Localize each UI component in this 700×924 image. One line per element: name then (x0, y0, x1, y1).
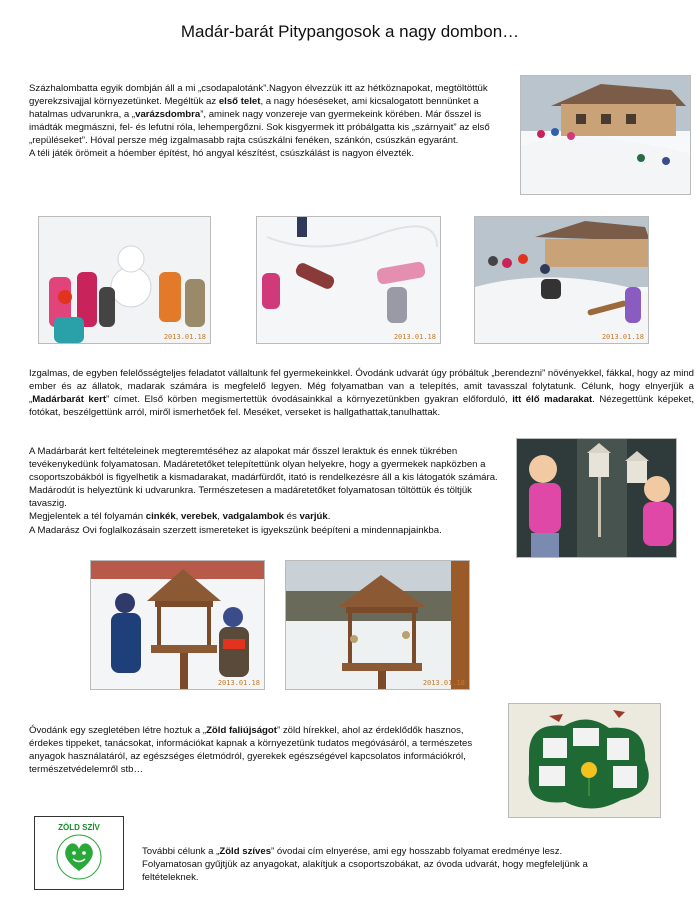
bird-garden-text: Izgalmas, de egyben felelősségteljes feladatot vállaltunk fel gyermekeinkkel. Óvodánk udvarát úgy próbáltuk „berendezni” növényekkel, fákkal, hogy az mind ember és az állatok, madarak számára is megfelelő legyen. Még folyamatban van a telepítés, amit tavasszal folytatunk. Célunk, hogy elnyerjük a „Madárbarát kert” címet. Első körben megismertettük óvodásainkkal a környezetünkben gyakran előforduló, itt élő madarakat. Nézegettünk képeket, fotókat, beszélgettünk arról, miről ismerhetőek fel. Meséket, verseket is hallgathattak,tanulhattak. (29, 368, 695, 419)
kindergarten-hill-photo (520, 75, 691, 195)
goal-text: További célunk a „Zöld szíves” óvodai cím elnyerése, ami egy hosszabb folyamat eredménye lesz. Folyamatosan gyűjtjük az anyagokat, alakítjuk a csoportszobákat, az óvoda udvarát, hogy megfeleljünk a feltételeknek. (142, 846, 588, 884)
girls-birdhouse-photo (516, 438, 677, 558)
snowman-photo: 2013.01.18 (38, 216, 211, 344)
sledding-photo: 2013.01.18 (474, 216, 649, 344)
intro-text: Százhalombatta egyik dombján áll a mi „csodapalotánk”.Nagyon élvezzük itt az hétköznapokat, megtöltöttük gyerekzsivajjal környezetünket. Megéltük az első telet, a nagy hóeséseket, ami kicsalogatott bennünket a hatalmas udvarunkra, a „varázsdombra”, aminek nagy vonzereje van gyermekeink körében. Már ősszel is imádták megmászni, fel- és lefutni róla, lehempergőzni. Sok kisgyermek itt próbálgatta kis „szárnyait” az első „repüléseket”. Hóval persze még izgalmasabb rajta csúszkálni fenéken, szánkón, csúszkán egyaránt. A téli játék örömeit a hóember építést, hó angyal készítést, csúszkálást is nagyon élvezték. (29, 83, 490, 160)
page-title: Madár-barát Pitypangosok a nagy dombon… (180, 22, 520, 41)
green-board-photo (508, 703, 661, 818)
snow-angels-photo: 2013.01.18 (256, 216, 441, 344)
kids-at-feeder-photo: 2013.01.18 (90, 560, 265, 690)
bird-feeder-photo: 2013.01.18 (285, 560, 470, 690)
green-heart-logo: ZÖLD SZÍV (34, 816, 124, 890)
green-board-text: Óvodánk egy szegletében létre hoztuk a „Zöld faliújságot” zöld hírekkel, ahol az érdeklődők hasznos, érdekes tippeket, tanácsokat, információkat kapnak a környezetünk tudatos megóvásáról, a természetes anyagok használatáról, az egészséges életmódról, gyerekek egészségével kapcsolatos információkról, természetvédelemről stb… (29, 725, 473, 776)
bird-feeder-text: A Madárbarát kert feltételeinek megteremtéséhez az alapokat már ősszel leraktuk és ennek tükrében tevékenykedünk folyamatosan. Madáretetőket telepítettünk olyan helyekre, hogy a gyermekek napközben a csoportszobákból is figyelhetik a kismadarakat, madárfürdőt, itató is rendelkezésre áll a kis látogatók számára. Madárodút is helyeztünk ki udvarunkra. Természetesen a madáretetőket folyamatosan töltöttük és töltjük tavaszig. Megjelentek a tél folyamán cinkék, verebek, vadgalambok és varjúk. A Madarász Ovi foglalkozásain szerzett ismereteket is igyekszünk beépíteni a mindennapjainkba. (29, 446, 498, 536)
heart-icon (51, 827, 107, 883)
